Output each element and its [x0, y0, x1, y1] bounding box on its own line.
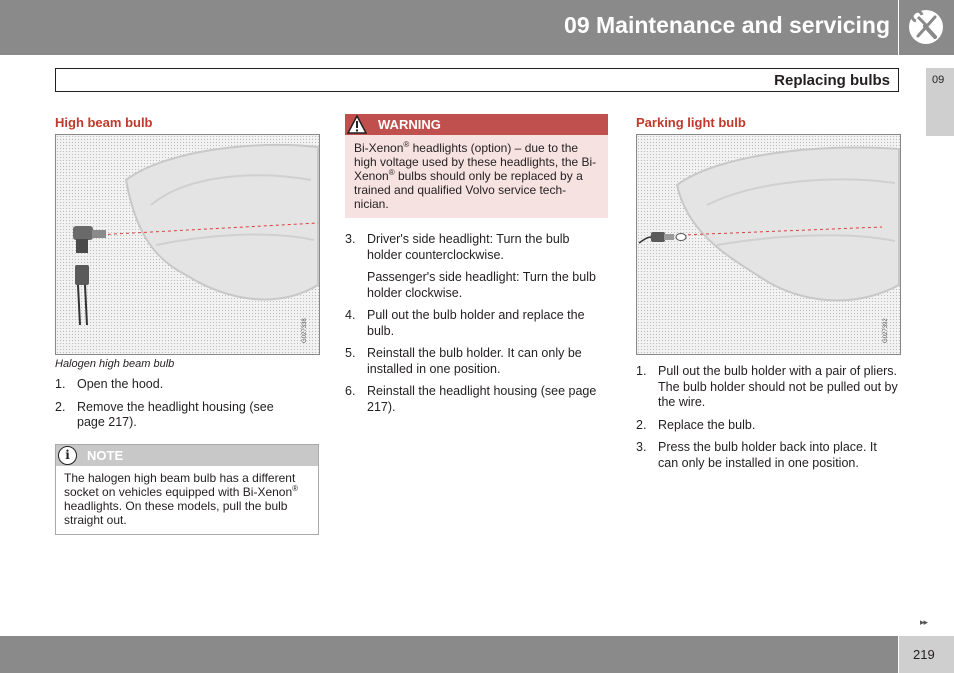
warning-header — [345, 114, 608, 135]
page-footer — [0, 636, 898, 673]
chapter-header — [0, 0, 898, 55]
list-item: 6. Reinstall the headlight housing (see page 217). — [345, 384, 597, 414]
high-beam-heading: High beam bulb — [55, 115, 153, 130]
removal-steps — [345, 232, 607, 422]
list-item: 5. Reinstall the bulb holder. It can only be installed in one position. — [345, 346, 582, 376]
wrench-screwdriver-icon — [909, 10, 943, 44]
page-number: 219 — [913, 647, 935, 662]
warning-label: WARNING — [378, 117, 441, 132]
figure-caption: Halogen high beam bulb — [55, 358, 175, 370]
section-title-bar — [55, 68, 899, 92]
high-beam-figure — [55, 134, 320, 355]
note-header — [56, 445, 318, 466]
list-item: 3. Press the bulb holder back into place. It can only be installed in one position. — [636, 440, 877, 470]
note-box — [55, 444, 319, 535]
list-item: 4. Pull out the bulb holder and replace the bulb. — [345, 308, 585, 338]
warning-text: Bi-Xenon® headlights (option) – due to the high voltage used by these headlights, the Bi-Xenon® bulbs should only be replaced by a trained and qualified Volvo service tech-nician. — [354, 140, 597, 211]
list-item: 1. Pull out the bulb holder with a pair of pliers. The bulb holder should not be pulled out by the wire. — [636, 364, 898, 409]
figure-code: G027392 — [883, 318, 889, 343]
chapter-title: 09 Maintenance and servicing — [564, 12, 890, 38]
warning-triangle-icon — [347, 115, 367, 134]
list-item: 2. Remove the headlight housing (see page 217). — [55, 399, 274, 429]
figure-code: G027338 — [302, 318, 308, 343]
list-item: 3. Driver's side headlight: Turn the bulb holder counterclockwise. — [345, 232, 570, 262]
list-item-sub: Passenger's side headlight: Turn the bulb holder clockwise. — [367, 270, 596, 300]
parking-light-steps — [636, 364, 900, 478]
chapter-side-tab[interactable] — [926, 68, 954, 136]
high-beam-steps — [55, 377, 295, 438]
section-title: Replacing bulbs — [774, 72, 890, 89]
chapter-icon-box — [899, 0, 954, 55]
side-tab-label: 09 — [932, 74, 945, 86]
page-number-box — [899, 636, 954, 673]
parking-light-figure — [636, 134, 901, 355]
list-item: 1. Open the hood. — [55, 377, 164, 391]
info-icon: i — [58, 446, 77, 465]
note-text: The halogen high beam bulb has a different socket on vehicles equipped with Bi-Xenon® headlights. On these models, pull the bulb straight out. — [64, 471, 299, 527]
warning-box — [345, 114, 608, 218]
note-label: NOTE — [87, 448, 124, 463]
list-item: 2. Replace the bulb. — [636, 417, 756, 432]
parking-light-heading: Parking light bulb — [636, 115, 746, 130]
next-page-arrows-icon[interactable]: ▸▸ — [920, 617, 928, 627]
